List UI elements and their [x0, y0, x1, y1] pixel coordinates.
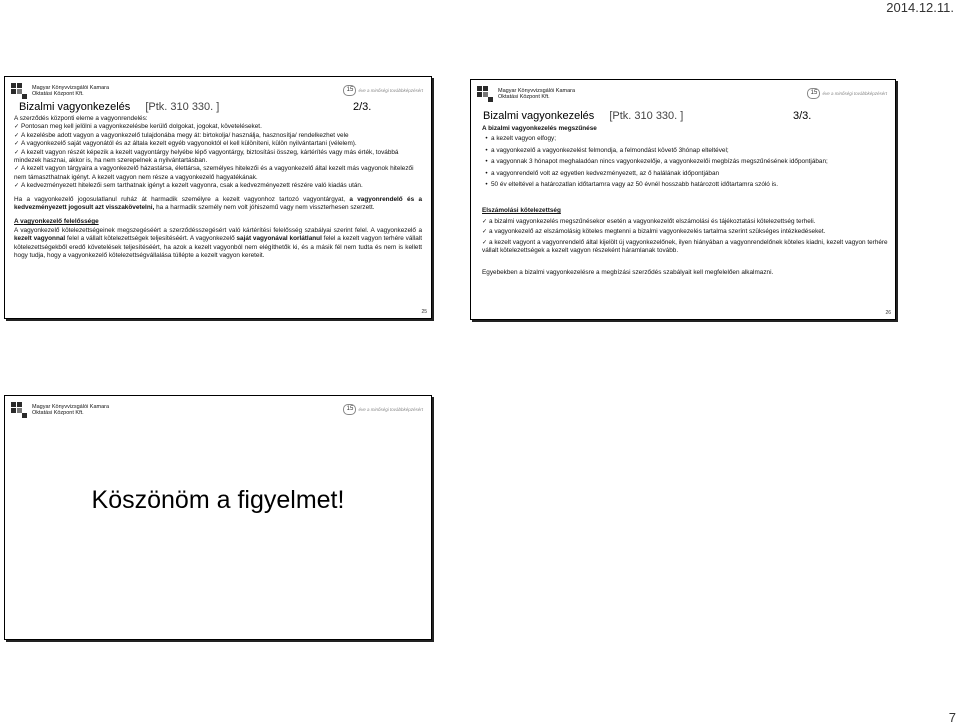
checkmark-icon: ✓	[14, 124, 20, 131]
title-part: 3/3.	[793, 110, 812, 122]
anniversary-badge	[807, 88, 887, 99]
logo	[11, 83, 109, 99]
logo-line1: Magyar Könyvvizsgálói Kamara	[32, 84, 110, 91]
logo-line2: Oktatási Központ Kft.	[32, 410, 84, 416]
slide-25	[4, 76, 432, 319]
slide-26	[470, 79, 896, 320]
bullet-item: • a vagyonrendelő volt az egyetlen kedvezményezett, az ő halálának időpontjában	[482, 170, 890, 178]
slide-title	[483, 110, 812, 122]
heading-termination: A bizalmi vagyonkezelés megszűnése	[482, 125, 597, 132]
logo-line1: Magyar Könyvvizsgálói Kamara	[498, 87, 576, 94]
anniversary-badge	[343, 85, 423, 96]
badge-number: 15	[343, 85, 356, 96]
logo-icon	[11, 83, 27, 99]
bullet-icon: •	[485, 135, 488, 143]
slide-27	[4, 395, 432, 640]
badge-number: 15	[343, 404, 356, 415]
badge-number: 15	[807, 88, 820, 99]
bullet-item: • 50 év elteltével a határozatlan időtartamra vagy az 50 évnél hosszabb határozott időtartamra szóló is.	[482, 181, 890, 189]
logo-line2: Oktatási Központ Kft.	[498, 94, 550, 100]
slide-title	[19, 101, 372, 113]
page-number: 7	[948, 710, 956, 725]
badge-text: éve a minőségi továbbképzésért	[358, 407, 423, 412]
checkmark-icon: ✓	[482, 229, 488, 236]
logo	[477, 86, 575, 102]
heading-liability: A vagyonkezelő felelőssége	[14, 218, 99, 226]
badge-text: éve a minőségi továbbképzésért	[358, 88, 423, 93]
check-item: ✓ A kezelt vagyon tárgyaira a vagyonkezelő házastársa, élettársa, személyes hitelezői és a vagyonkezelő által kezelt más vagyonok hitelezői nem támaszthatnak igényt. A kezelt vagyon nem része a vagyonkezelő hagyatékának.	[14, 165, 414, 181]
logo-line1: Magyar Könyvvizsgálói Kamara	[32, 403, 110, 410]
bullet-item: • a vagyonkezelő a vagyonkezelést felmondja, a felmondást követő 3hónap elteltével;	[482, 147, 890, 155]
title-text: Bizalmi vagyonkezelés	[19, 101, 131, 113]
thank-you-text: Köszönöm a figyelmet!	[91, 486, 345, 514]
checkmark-icon: ✓	[482, 239, 488, 246]
intro-text: A szerződés központi eleme a vagyonrendelés:	[14, 115, 148, 122]
title-ref: [Ptk. 310 330. ]	[145, 101, 220, 113]
heading-accounting: Elszámolási kötelezettség	[482, 207, 561, 215]
bullet-item: • a vagyonnak 3 hónapot meghaladóan nincs vagyonkezelője, a vagyonkezelői megbízás megszűnésének időpontjában;	[482, 158, 890, 166]
check-item: ✓ A kezelésbe adott vagyon a vagyonkezelő tulajdonába megy át: birtokolja/ használja, hasznosítja/ rendelkezhet vele	[14, 131, 349, 139]
bullet-item: • a kezelt vagyon elfogy;	[482, 135, 890, 143]
check-item: ✓ Pontosan meg kell jelölni a vagyonkezelésbe kerülő dolgokat, jogokat, követeléseket.	[14, 123, 262, 131]
checkmark-icon: ✓	[14, 141, 20, 148]
check-item: ✓ A kezelt vagyon részét képezik a kezelt vagyontárgy helyébe lépő vagyontárgy, biztosítási összeg, kártérítés vagy más érték, továbbá mindezek hasznai, akkor is, ha nem szerepelnek a nyilvántartásban.	[14, 148, 399, 165]
slide-content	[14, 115, 422, 261]
logo-icon	[11, 402, 27, 418]
slide-content	[482, 125, 890, 278]
checkmark-icon: ✓	[14, 132, 20, 139]
page-date: 2014.12.11.	[886, 0, 954, 15]
check-item: ✓ A kedvezményezett hitelezői sem tarthatnak igényt a kezelt vagyonra, csak a kedvezményezett részére való kiadás után.	[14, 182, 363, 190]
bullet-icon: •	[485, 146, 488, 154]
bullet-icon: •	[485, 169, 488, 177]
badge-text: éve a minőségi továbbképzésért	[822, 91, 887, 96]
paragraph-liability: A vagyonkezelő kötelezettségeinek megszegéséért a szerződésszegésért való kártérítési felelősség szabályai szerint felel. A vagyonkezelő a kezelt vagyonnal felel a vállalt kötelezettségek teljesítéséért. A vagyonkezelő saját vagyonával korlátlanul felel a kezelt vagyon terhére vállalt kötelezettségekből eredő követelések teljesítéséért, ha azok a kezelt vagyonból nem elégíthetők ki, és a másik fél nem tudta és nem is kellett hogy tudja, hogy a vagyonkezelő kötelezettségvállalása túllépte a kezelt vagyon kereteit.	[14, 226, 422, 260]
check-item: ✓ A vagyonkezelő saját vagyonától és az általa kezelt egyéb vagyonoktól el kell különíteni, külön nyilvántartani (vélelem).	[14, 140, 357, 148]
slide-number: 25	[421, 309, 427, 315]
check-item: ✓ a kezelt vagyont a vagyonrendelő által kijelölt új vagyonkezelőnek, ilyen hiányában a vagyonrendelőnek köteles kiadni, kezelt vagyon terhére vállalt kötelezettségek a kezelt vagyon részeként háramlanak tovább.	[482, 238, 888, 255]
title-text: Bizalmi vagyonkezelés	[483, 110, 595, 122]
paragraph-other: Egyebekben a bizalmi vagyonkezelésre a megbízási szerződés szabályait kell megfelelően alkalmazni.	[482, 269, 774, 277]
checkmark-icon: ✓	[14, 149, 20, 156]
slide-number: 26	[885, 310, 891, 316]
anniversary-badge	[343, 404, 423, 415]
logo-icon	[477, 86, 493, 102]
checkmark-icon: ✓	[14, 183, 20, 190]
checkmark-icon: ✓	[14, 166, 20, 173]
bullet-icon: •	[485, 158, 488, 166]
logo	[11, 402, 109, 418]
paragraph-transfer: Ha a vagyonkezelő jogosulatlanul ruház át harmadik személyre a kezelt vagyonhoz tartozó vagyontárgyat, a vagyonrendelő és a kedvezményezett jogosult azt visszakövetelni, ha a harmadik személy nem volt jóhiszemű vagy nem visszterhesen szerzett.	[14, 195, 423, 212]
checkmark-icon: ✓	[482, 218, 488, 225]
bullet-icon: •	[485, 181, 488, 189]
title-part: 2/3.	[353, 101, 372, 113]
logo-line2: Oktatási Központ Kft.	[32, 91, 84, 97]
check-item: ✓ a bizalmi vagyonkezelés megszűnésekor esetén a vagyonkezelőt elszámolási és tájékoztatási kötelezettség terheli.	[482, 217, 816, 225]
check-item: ✓ a vagyonkezelő az elszámolásig köteles megtenni a bizalmi vagyonkezelés tartalma szerint szükséges intézkedéseket.	[482, 228, 826, 236]
title-ref: [Ptk. 310 330. ]	[609, 110, 684, 122]
